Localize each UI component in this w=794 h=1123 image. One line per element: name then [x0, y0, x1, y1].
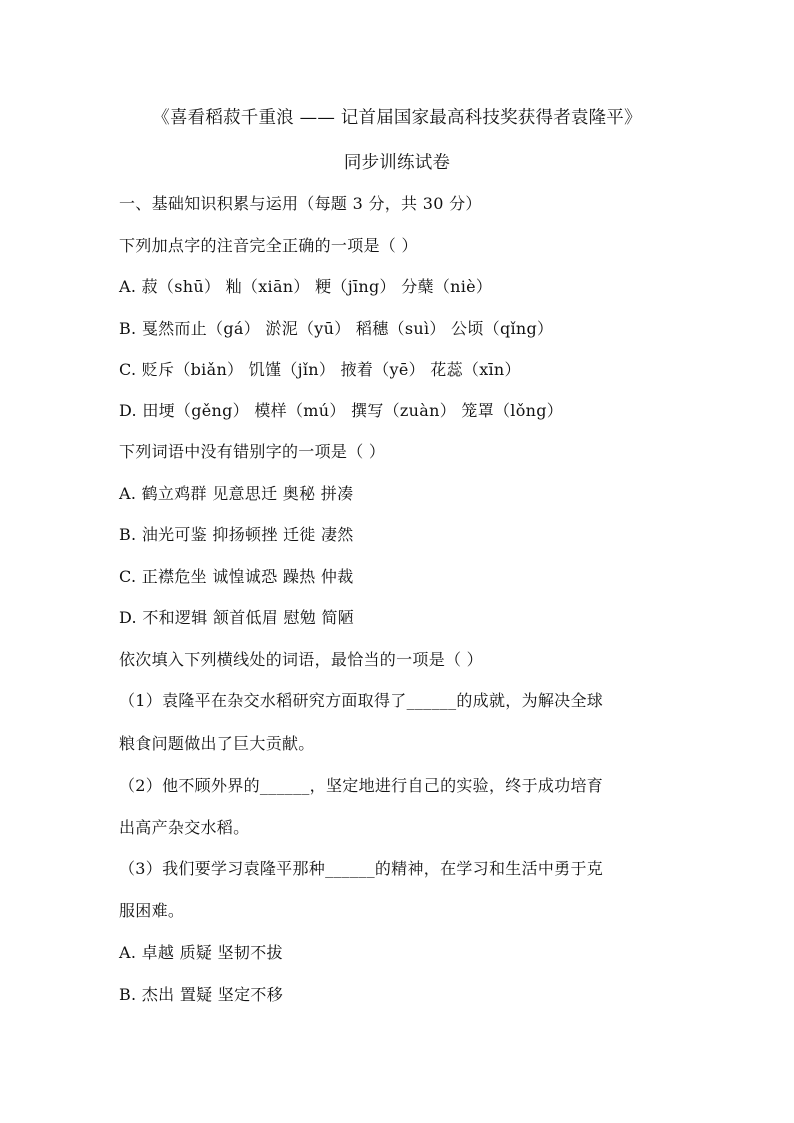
question-3-prompt: 依次填入下列横线处的词语，最恰当的一项是（ ） [119, 650, 483, 669]
question-1-prompt: 下列加点字的注音完全正确的一项是（ ） [119, 236, 418, 255]
question-3-item-2-line-2: 出高产杂交水稻。 [119, 818, 250, 837]
question-1-option-a: A. 菽（shū） 籼（xiān） 粳（jīng） 分蘖（niè） [119, 277, 493, 296]
question-3-item-2-line-1: （2）他不顾外界的______，坚定地进行自己的实验，终于成功培育 [119, 776, 604, 795]
question-2-option-c: C. 正襟危坐 诚惶诚恐 躁热 仲裁 [119, 567, 354, 586]
document-title: 《喜看稻菽千重浪 —— 记首届国家最高科技奖获得者袁隆平》 [152, 108, 642, 128]
question-3-item-3-line-1: （3）我们要学习袁隆平那种______的精神，在学习和生活中勇于克 [119, 859, 604, 878]
question-3-option-a: A. 卓越 质疑 坚韧不拔 [119, 943, 283, 962]
question-3-item-1-line-2: 粮食问题做出了巨大贡献。 [119, 734, 315, 753]
question-2-prompt: 下列词语中没有错别字的一项是（ ） [119, 442, 386, 461]
question-2-option-a: A. 鹤立鸡群 见意思迁 奥秘 拼凑 [119, 484, 354, 503]
question-1-option-b: B. 戛然而止（gá） 淤泥（yū） 稻穗（suì） 公顷（qǐng） [119, 319, 554, 338]
question-1-option-c: C. 贬斥（biǎn） 饥馑（jǐn） 掖着（yē） 花蕊（xīn） [119, 360, 521, 379]
section-heading: 一、基础知识积累与运用（每题 3 分，共 30 分） [119, 194, 482, 213]
question-3-item-1-line-1: （1）袁隆平在杂交水稻研究方面取得了______的成就，为解决全球 [119, 691, 604, 710]
question-2-option-b: B. 油光可鉴 抑扬顿挫 迁徙 凄然 [119, 525, 354, 544]
question-1-option-d: D. 田埂（gěng） 模样（mú） 撰写（zuàn） 笼罩（lǒng） [119, 401, 564, 420]
question-3-option-b: B. 杰出 置疑 坚定不移 [119, 985, 284, 1004]
document-subtitle: 同步训练试卷 [343, 153, 451, 173]
question-3-item-3-line-2: 服困难。 [119, 901, 185, 920]
question-2-option-d: D. 不和逻辑 颔首低眉 慰勉 简陋 [119, 608, 355, 627]
